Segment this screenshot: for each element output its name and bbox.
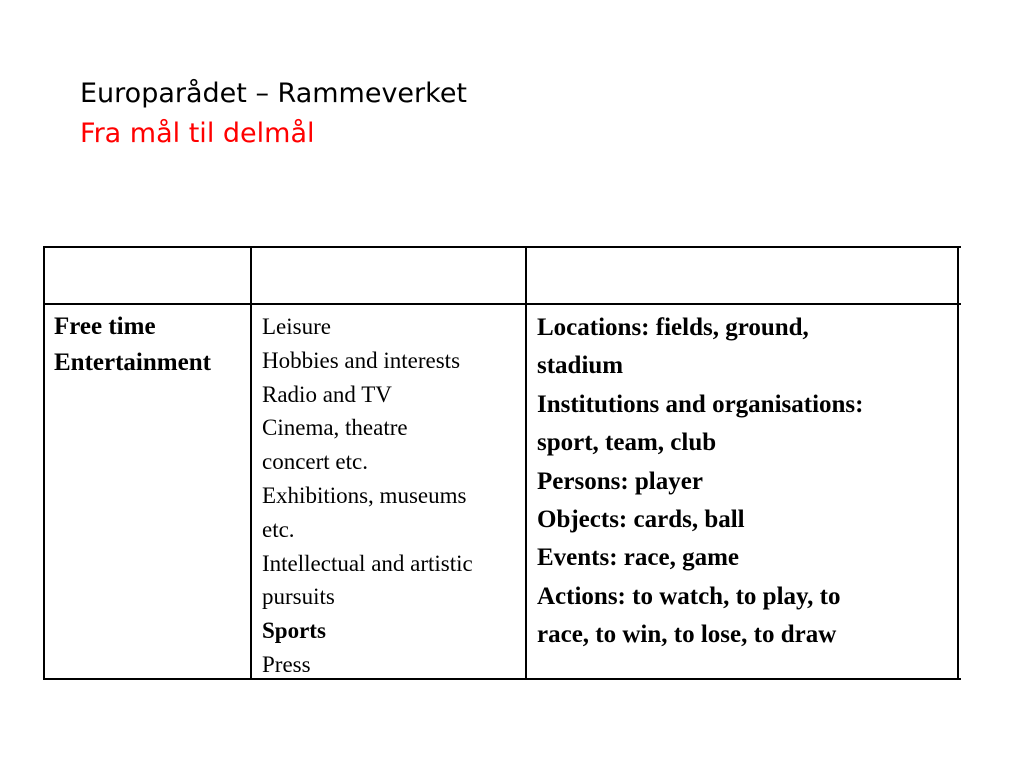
topic-line: Free time	[54, 313, 156, 340]
subtopic-item: Intellectual and artistic	[262, 550, 473, 576]
subtopic-item: concert etc.	[262, 449, 368, 475]
subtopics-cell	[262, 310, 524, 682]
subtopic-item: Radio and TV	[262, 381, 392, 407]
table-column-divider-2	[525, 246, 527, 680]
vocabulary-line: Events: race, game	[537, 544, 740, 572]
subtopic-item: Press	[262, 651, 311, 677]
subtopic-item: pursuits	[262, 584, 335, 610]
vocabulary-line: Actions: to watch, to play, to	[537, 582, 841, 610]
vocabulary-line: stadium	[537, 352, 624, 380]
subtopic-item-highlighted: Sports	[262, 618, 326, 644]
slide-subtitle: Fra mål til delmål	[80, 118, 315, 149]
table-top-border	[43, 246, 961, 248]
table-header-divider	[43, 303, 961, 305]
vocabulary-line: Persons: player	[537, 467, 703, 495]
topic-line: Entertainment	[54, 349, 211, 376]
table-left-border	[43, 246, 45, 680]
slide-title: Europarådet – Rammeverket	[80, 78, 468, 109]
subtopic-item: Leisure	[262, 314, 331, 339]
subtopic-item: Exhibitions, museums	[262, 482, 467, 508]
vocabulary-cell	[537, 309, 957, 655]
vocabulary-line: Objects: cards, ball	[537, 506, 745, 534]
vocabulary-line: Institutions and organisations:	[537, 390, 864, 418]
subtopic-item: Hobbies and interests	[262, 347, 461, 373]
subtopic-item: Cinema, theatre	[262, 415, 408, 441]
vocabulary-line: Locations: fields, ground,	[537, 314, 809, 341]
subtopic-item: etc.	[262, 516, 295, 542]
table-right-border	[957, 246, 959, 680]
vocabulary-line: race, to win, to lose, to draw	[537, 621, 837, 649]
vocabulary-table	[43, 246, 961, 680]
vocabulary-line: sport, team, club	[537, 429, 717, 457]
topic-cell	[54, 309, 249, 381]
table-column-divider-1	[250, 246, 252, 680]
